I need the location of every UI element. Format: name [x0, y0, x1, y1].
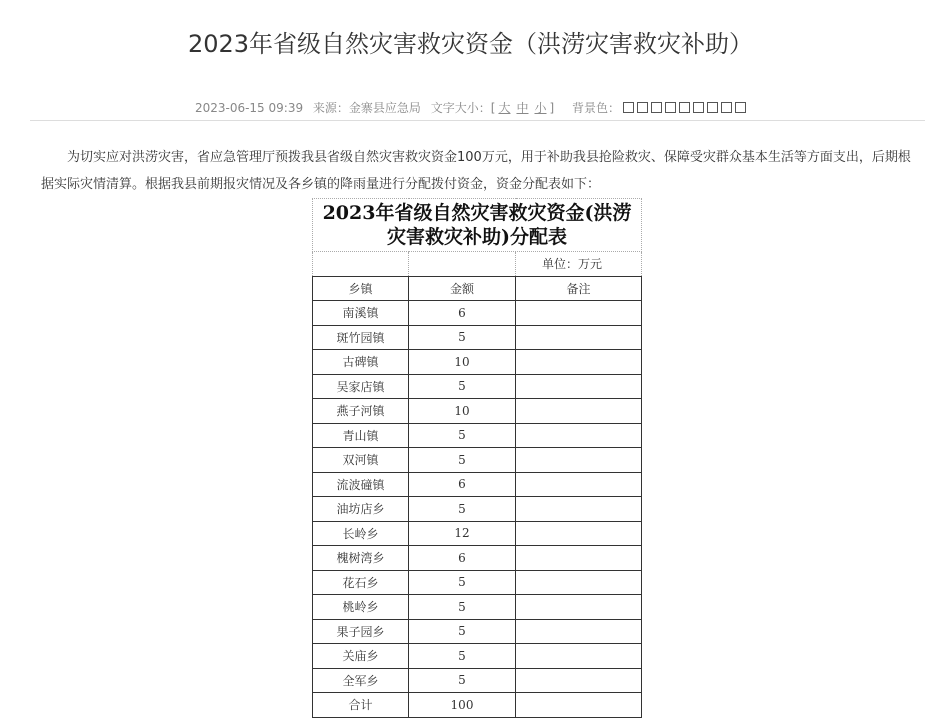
- town-cell: 南溪镇: [313, 301, 409, 326]
- amount-cell: 5: [409, 423, 516, 448]
- table-row: [313, 595, 642, 620]
- unit-spacer: [409, 252, 516, 277]
- remark-cell: [516, 448, 642, 473]
- bg-swatch-1[interactable]: [623, 102, 634, 113]
- remark-cell: [516, 693, 642, 718]
- amount-cell: 6: [409, 472, 516, 497]
- town-cell: 青山镇: [313, 423, 409, 448]
- bg-swatch-9[interactable]: [735, 102, 746, 113]
- amount-cell: 5: [409, 325, 516, 350]
- amount-cell: 5: [409, 595, 516, 620]
- remark-cell: [516, 521, 642, 546]
- amount-cell: 6: [409, 301, 516, 326]
- table-row: [313, 668, 642, 693]
- font-medium-link[interactable]: 中: [516, 101, 529, 115]
- table-row: [313, 472, 642, 497]
- remark-cell: [516, 399, 642, 424]
- town-cell: 桃岭乡: [313, 595, 409, 620]
- amount-cell: 5: [409, 497, 516, 522]
- remark-cell: [516, 374, 642, 399]
- town-cell: 槐树湾乡: [313, 546, 409, 571]
- town-cell: 双河镇: [313, 448, 409, 473]
- font-small-link[interactable]: 小: [534, 101, 547, 115]
- remark-cell: [516, 570, 642, 595]
- table-row: [313, 374, 642, 399]
- town-cell: 全军乡: [313, 668, 409, 693]
- town-cell: 合计: [313, 693, 409, 718]
- amount-cell: 5: [409, 668, 516, 693]
- town-cell: 花石乡: [313, 570, 409, 595]
- font-size-close: ]: [549, 101, 555, 115]
- remark-cell: [516, 301, 642, 326]
- town-cell: 古碑镇: [313, 350, 409, 375]
- bg-swatch-3[interactable]: [651, 102, 662, 113]
- unit-spacer: [313, 252, 409, 277]
- town-cell: 流波䃥镇: [313, 472, 409, 497]
- table-row: [313, 570, 642, 595]
- table-row: [313, 423, 642, 448]
- font-size-label: 文字大小：[: [430, 101, 496, 115]
- header-divider: [30, 120, 925, 121]
- town-cell: 长岭乡: [313, 521, 409, 546]
- bg-swatch-4[interactable]: [665, 102, 676, 113]
- bg-swatch-5[interactable]: [679, 102, 690, 113]
- bg-swatch-8[interactable]: [721, 102, 732, 113]
- article-meta: [0, 99, 941, 117]
- remark-cell: [516, 595, 642, 620]
- article-paragraph: 为切实应对洪涝灾害，省应急管理厅预拨我县省级自然灾害救灾资金100万元，用于补助我县抢险救灾、保障受灾群众基本生活等方面支出，后期根据实际灾情清算。根据我县前期报灾情况及各乡镇的降雨量进行分配拨付资金，资金分配表如下：: [41, 150, 911, 192]
- font-large-link[interactable]: 大: [498, 101, 511, 115]
- remark-cell: [516, 619, 642, 644]
- amount-cell: 5: [409, 619, 516, 644]
- town-cell: 斑竹园镇: [313, 325, 409, 350]
- remark-cell: [516, 546, 642, 571]
- table-row: [313, 350, 642, 375]
- header-town: 乡镇: [313, 276, 409, 301]
- table-caption-row: [313, 199, 642, 252]
- amount-cell: 10: [409, 350, 516, 375]
- table-row: [313, 448, 642, 473]
- table-unit-row: [313, 252, 642, 277]
- bg-swatch-7[interactable]: [707, 102, 718, 113]
- table-row: [313, 325, 642, 350]
- allocation-table: [312, 198, 642, 718]
- source-label: 来源：金寨县应急局: [312, 101, 421, 115]
- amount-cell: 10: [409, 399, 516, 424]
- amount-cell: 12: [409, 521, 516, 546]
- remark-cell: [516, 350, 642, 375]
- bg-swatch-6[interactable]: [693, 102, 704, 113]
- bg-color-label: 背景色：: [572, 101, 621, 115]
- header-amount: 金额: [409, 276, 516, 301]
- amount-cell: 100: [409, 693, 516, 718]
- remark-cell: [516, 472, 642, 497]
- bg-swatch-2[interactable]: [637, 102, 648, 113]
- town-cell: 燕子河镇: [313, 399, 409, 424]
- town-cell: 油坊店乡: [313, 497, 409, 522]
- amount-cell: 6: [409, 546, 516, 571]
- table-row: [313, 399, 642, 424]
- amount-cell: 5: [409, 644, 516, 669]
- town-cell: 吴家店镇: [313, 374, 409, 399]
- remark-cell: [516, 644, 642, 669]
- table-row: [313, 644, 642, 669]
- table-header-row: [313, 276, 642, 301]
- table-total-row: [313, 693, 642, 718]
- town-cell: 关庙乡: [313, 644, 409, 669]
- remark-cell: [516, 497, 642, 522]
- table-row: [313, 497, 642, 522]
- remark-cell: [516, 668, 642, 693]
- amount-cell: 5: [409, 448, 516, 473]
- header-remark: 备注: [516, 276, 642, 301]
- article-title: 2023年省级自然灾害救灾资金（洪涝灾害救灾补助）: [187, 30, 754, 58]
- amount-cell: 5: [409, 570, 516, 595]
- publish-date: 2023-06-15 09:39: [194, 101, 304, 115]
- table-row: [313, 521, 642, 546]
- remark-cell: [516, 423, 642, 448]
- table-row: [313, 546, 642, 571]
- table-caption: 2023年省级自然灾害救灾资金(洪涝灾害救灾补助)分配表: [313, 199, 642, 252]
- amount-cell: 5: [409, 374, 516, 399]
- table-row: [313, 619, 642, 644]
- remark-cell: [516, 325, 642, 350]
- table-unit: 单位：万元: [516, 252, 642, 277]
- town-cell: 果子园乡: [313, 619, 409, 644]
- table-row: [313, 301, 642, 326]
